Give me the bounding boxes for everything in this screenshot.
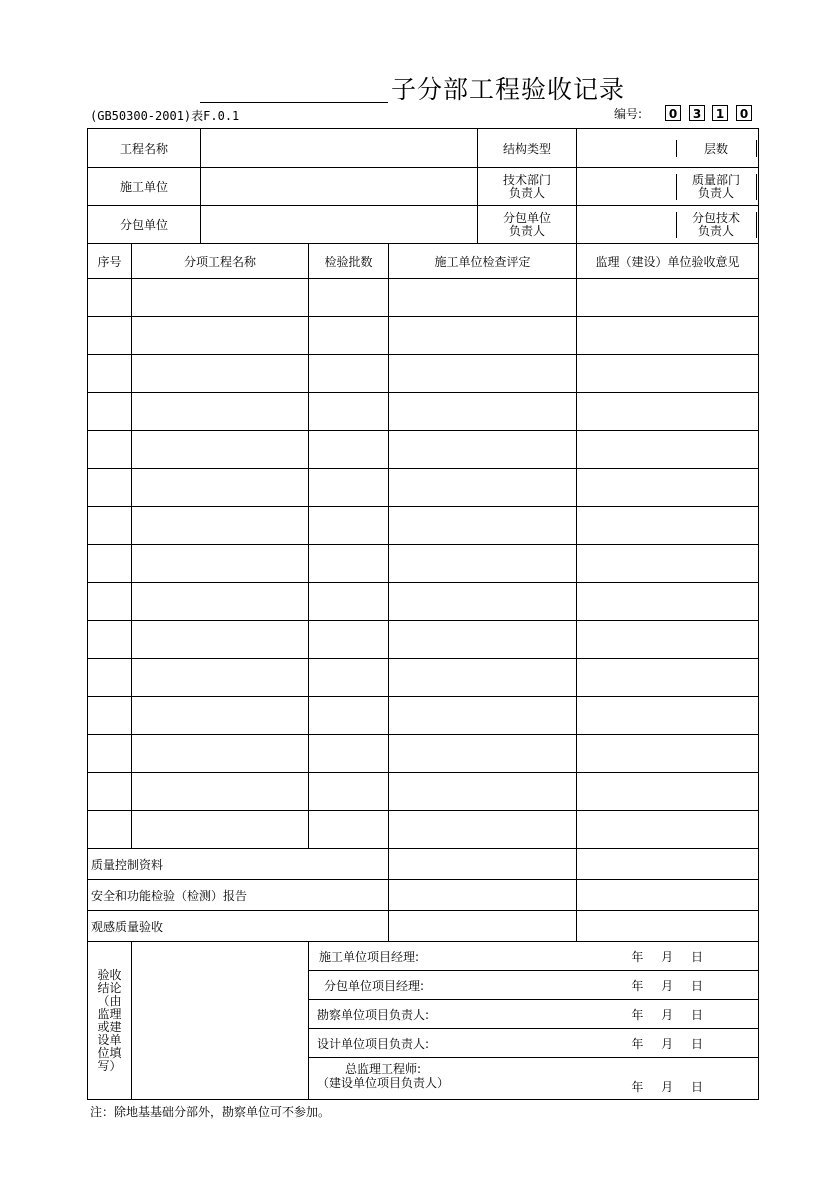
construction-eval-cell[interactable] [389,317,577,355]
construction-eval-cell[interactable] [389,393,577,431]
batch-count-cell[interactable] [309,811,389,849]
subcontract-unit-value[interactable] [201,206,478,244]
table-row [88,697,759,735]
supervision-opinion-cell[interactable] [577,811,759,849]
batch-count-cell[interactable] [309,659,389,697]
item-name-cell[interactable] [132,773,309,811]
chief-supervisor-row[interactable] [309,1058,759,1100]
safety-report-opinion[interactable] [577,880,759,911]
seq-cell[interactable] [88,735,132,773]
subcontract-tech-head-value[interactable] [756,212,758,238]
construction-eval-cell[interactable] [389,507,577,545]
seq-cell[interactable] [88,697,132,735]
table-row [88,583,759,621]
construction-eval-cell[interactable] [389,621,577,659]
batch-count-cell[interactable] [309,735,389,773]
col-header-supervision-opinion: 监理（建设）单位验收意见 [577,244,759,279]
table-row [88,393,759,431]
construction-eval-cell[interactable] [389,697,577,735]
signer-label: 勘察单位项目负责人: [317,1007,430,1022]
construction-eval-cell[interactable] [389,279,577,317]
table-row [88,735,759,773]
owner-project-head-label: （建设单位项目负责人） [317,1076,450,1090]
table-row [88,279,759,317]
signer-row[interactable] [309,1029,759,1058]
table-row [88,773,759,811]
safety-report-label: 安全和功能检验（检测）报告 [88,880,389,911]
supervision-opinion-cell[interactable] [577,659,759,697]
structure-type-label: 结构类型 [478,129,577,168]
table-row [88,659,759,697]
quality-dept-head-label [676,174,756,200]
quality-docs-label: 质量控制资料 [88,849,389,880]
code-digit-box[interactable]: 1 [712,105,728,121]
table-row [88,507,759,545]
tech-dept-head-value[interactable] [577,174,676,200]
item-name-cell[interactable] [132,431,309,469]
signer-label: 分包单位项目经理: [324,978,425,993]
item-name-cell[interactable] [132,393,309,431]
item-name-cell[interactable] [132,355,309,393]
construction-eval-cell[interactable] [389,355,577,393]
construction-eval-cell[interactable] [389,469,577,507]
sign-date: 年 月 日 [631,1007,703,1022]
construction-unit-value[interactable] [201,168,478,206]
supervision-opinion-cell[interactable] [577,507,759,545]
subcontract-tech-head-label [676,212,756,238]
table-row [88,811,759,849]
batch-count-cell[interactable] [309,545,389,583]
project-name-value[interactable] [201,129,478,168]
subcontract-head-value[interactable] [577,212,676,238]
code-label: 编号: [614,107,643,121]
signer-row[interactable] [309,1000,759,1029]
chief-supervisor-label: 总监理工程师: [344,1062,422,1076]
supervision-opinion-cell[interactable] [577,469,759,507]
conclusion-label-text: 验收结论（由监理或建设单位填写） [97,967,122,1073]
page-title: 子分部工程验收记录 [391,75,626,104]
appearance-eval[interactable] [389,911,577,942]
seq-cell[interactable] [88,393,132,431]
project-name-label: 工程名称 [88,129,201,168]
signer-label: 施工单位项目经理: [319,949,420,964]
construction-eval-cell[interactable] [389,811,577,849]
acceptance-form [87,128,759,1100]
signer-label: 设计单位项目负责人: [317,1036,430,1051]
floors-value[interactable] [756,140,758,157]
seq-cell[interactable] [88,317,132,355]
construction-eval-cell[interactable] [389,659,577,697]
seq-cell[interactable] [88,545,132,583]
sign-date: 年 月 日 [631,1080,703,1094]
col-header-batch-count: 检验批数 [309,244,389,279]
seq-cell[interactable] [88,811,132,849]
table-row [88,545,759,583]
seq-cell[interactable] [88,279,132,317]
seq-cell[interactable] [88,621,132,659]
col-header-item-name: 分项工程名称 [132,244,309,279]
signer-row[interactable] [309,942,759,971]
supervision-opinion-cell[interactable] [577,545,759,583]
item-name-cell[interactable] [132,507,309,545]
item-name-cell[interactable] [132,735,309,773]
batch-count-cell[interactable] [309,773,389,811]
batch-count-cell[interactable] [309,621,389,659]
safety-report-eval[interactable] [389,880,577,911]
construction-eval-cell[interactable] [389,583,577,621]
quality-dept-head-text: 质量部门负责人 [691,173,740,200]
batch-count-cell[interactable] [309,355,389,393]
quality-dept-head-value[interactable] [756,174,758,200]
item-name-cell[interactable] [132,659,309,697]
col-header-seq: 序号 [88,244,132,279]
supervision-opinion-cell[interactable] [577,697,759,735]
item-name-cell[interactable] [132,583,309,621]
supervision-opinion-cell[interactable] [577,773,759,811]
item-name-cell[interactable] [132,469,309,507]
item-name-cell[interactable] [132,317,309,355]
supervision-opinion-cell[interactable] [577,279,759,317]
batch-count-cell[interactable] [309,469,389,507]
code-digit-box[interactable]: 0 [736,105,752,121]
seq-cell[interactable] [88,773,132,811]
item-name-cell[interactable] [132,811,309,849]
batch-count-cell[interactable] [309,279,389,317]
construction-eval-cell[interactable] [389,735,577,773]
supervision-opinion-cell[interactable] [577,431,759,469]
quality-docs-opinion[interactable] [577,849,759,880]
table-row [88,431,759,469]
footnote: 注：除地基基础分部外，勘察单位可不参加。 [90,1105,331,1119]
appearance-opinion[interactable] [577,911,759,942]
subcontract-head-text: 分包单位负责人 [502,210,551,238]
sign-date: 年 月 日 [631,1036,703,1051]
subcontract-head-label [478,206,577,244]
batch-count-cell[interactable] [309,317,389,355]
construction-eval-cell[interactable] [389,773,577,811]
supervision-opinion-cell[interactable] [577,355,759,393]
signer-row[interactable] [309,971,759,1000]
seq-cell[interactable] [88,583,132,621]
item-name-cell[interactable] [132,279,309,317]
seq-cell[interactable] [88,507,132,545]
conclusion-value[interactable] [132,942,309,1100]
table-row [88,317,759,355]
batch-count-cell[interactable] [309,583,389,621]
code-digit-box[interactable]: 3 [689,105,705,121]
subcontract-tech-head-text: 分包技术负责人 [691,211,740,238]
table-row [88,355,759,393]
batch-count-cell[interactable] [309,507,389,545]
supervision-opinion-cell[interactable] [577,317,759,355]
conclusion-label [88,942,132,1100]
quality-docs-eval[interactable] [389,849,577,880]
table-row [88,469,759,507]
subcontract-unit-label: 分包单位 [88,206,201,244]
seq-cell[interactable] [88,659,132,697]
structure-type-value[interactable] [577,140,676,157]
batch-count-cell[interactable] [309,697,389,735]
supervision-opinion-cell[interactable] [577,735,759,773]
col-header-construction-eval: 施工单位检查评定 [389,244,577,279]
code-digit-box[interactable]: 0 [665,105,681,121]
tech-dept-head-text: 技术部门负责人 [502,172,551,200]
seq-cell[interactable] [88,355,132,393]
item-name-cell[interactable] [132,545,309,583]
sign-date: 年 月 日 [631,949,703,964]
seq-cell[interactable] [88,431,132,469]
title-underline [200,102,388,103]
appearance-label: 观感质量验收 [88,911,389,942]
construction-eval-cell[interactable] [389,431,577,469]
tech-dept-head-label [478,168,577,206]
item-name-cell[interactable] [132,621,309,659]
table-row [88,621,759,659]
seq-cell[interactable] [88,469,132,507]
supervision-opinion-cell[interactable] [577,583,759,621]
supervision-opinion-cell[interactable] [577,393,759,431]
sign-date: 年 月 日 [631,978,703,993]
floors-label: 层数 [703,141,728,156]
supervision-opinion-cell[interactable] [577,621,759,659]
item-name-cell[interactable] [132,697,309,735]
construction-unit-label: 施工单位 [88,168,201,206]
batch-count-cell[interactable] [309,393,389,431]
construction-eval-cell[interactable] [389,545,577,583]
standard-reference: (GB50300-2001)表F.0.1 [90,109,240,123]
batch-count-cell[interactable] [309,431,389,469]
